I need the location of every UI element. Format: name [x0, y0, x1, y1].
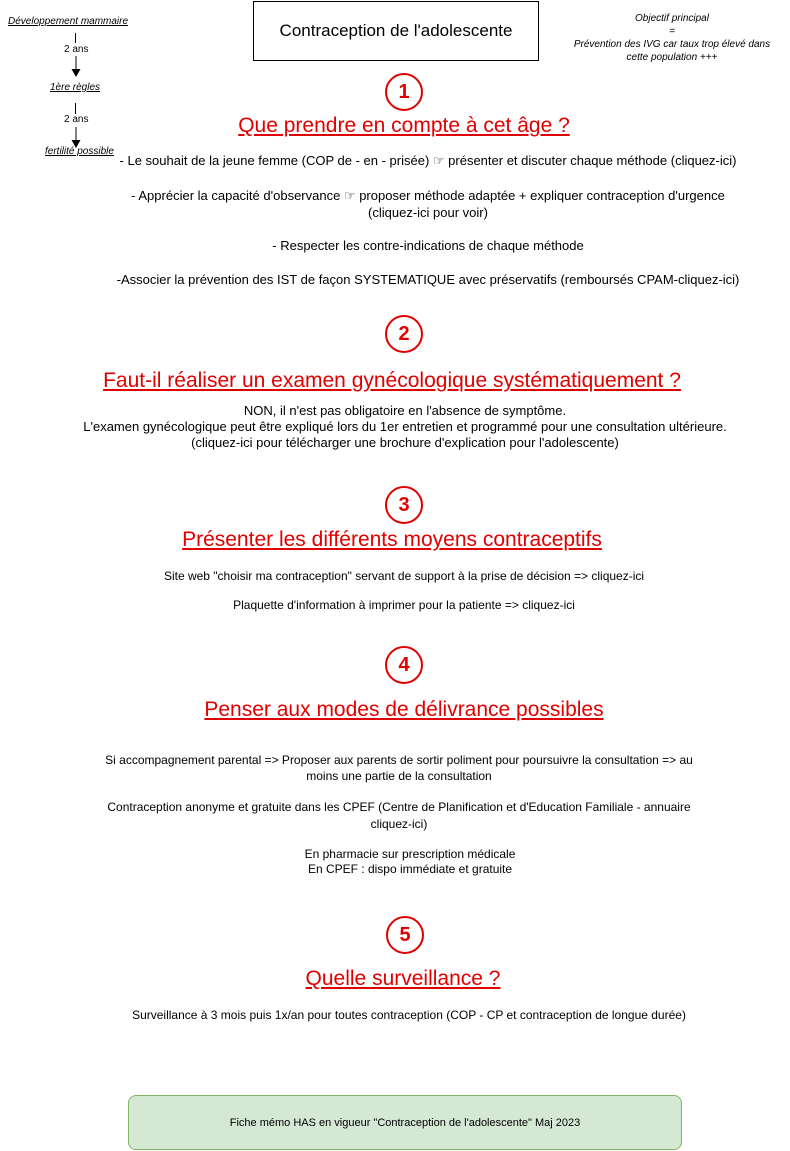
- section-4-line: Si accompagnement parental => Proposer aux parents de sortir poliment pour poursuivre la consultation => au: [105, 753, 693, 767]
- objective-note: [552, 12, 790, 64]
- timeline-gap-label: 2 ans: [64, 114, 89, 125]
- objective-line: cette population +++: [626, 52, 718, 63]
- section-heading-1: Que prendre en compte à cet âge ?: [238, 114, 570, 137]
- section-4-line: moins une partie de la consultation: [306, 769, 492, 783]
- section-1-line: - Respecter les contre-indications de chaque méthode: [272, 238, 584, 253]
- section-4-line[interactable]: cliquez-ici): [370, 817, 428, 831]
- page-title-box: [253, 1, 539, 61]
- step-number-4: 4: [385, 646, 423, 684]
- section-4-line: En CPEF : dispo immédiate et gratuite: [307, 862, 513, 876]
- section-1-line[interactable]: -Associer la prévention des IST de façon SYSTEMATIQUE avec préservatifs (remboursés CPAM-cliquez-ici): [116, 272, 740, 287]
- step-number-2: 2: [385, 315, 423, 353]
- section-heading-4: Penser aux modes de délivrance possibles: [204, 698, 604, 721]
- timeline-step-first-period: 1ère règles: [50, 82, 101, 93]
- timeline-line: [75, 103, 76, 114]
- section-heading-5: Quelle surveillance ?: [305, 967, 501, 990]
- step-number-1: 1: [385, 73, 423, 111]
- page-title: Contraception de l'adolescente: [279, 21, 513, 40]
- section-2-line[interactable]: (cliquez-ici pour télécharger une brochure d'explication pour l'adolescente): [191, 435, 619, 450]
- section-4-line[interactable]: Contraception anonyme et gratuite dans les CPEF (Centre de Planification et d'Education Familiale - annuaire: [107, 800, 691, 814]
- step-number-3: 3: [385, 486, 423, 524]
- section-5-line: Surveillance à 3 mois puis 1x/an pour toutes contraception (COP - CP et contraception de longue durée): [132, 1008, 686, 1022]
- footer-reference-box[interactable]: [128, 1095, 682, 1150]
- objective-line: Objectif principal: [635, 13, 709, 24]
- timeline-step-breast-development: Développement mammaire: [8, 16, 129, 27]
- section-1-line[interactable]: (cliquez-ici pour voir): [368, 205, 488, 220]
- timeline-gap-label: 2 ans: [64, 44, 89, 55]
- section-heading-2: Faut-il réaliser un examen gynécologique systématiquement ?: [103, 369, 681, 392]
- objective-line: =: [669, 26, 675, 37]
- section-1-line[interactable]: - Apprécier la capacité d'observance ☞ proposer méthode adaptée + expliquer contraception d'urgence: [131, 188, 725, 203]
- footer-reference-text: Fiche mémo HAS en vigueur "Contraception de l'adolescente" Maj 2023: [229, 1116, 581, 1129]
- section-heading-3: Présenter les différents moyens contraceptifs: [182, 528, 602, 551]
- section-2-line: L'examen gynécologique peut être expliqué lors du 1er entretien et programmé pour une consultation ultérieure.: [83, 419, 727, 434]
- section-4-line: En pharmacie sur prescription médicale: [304, 847, 516, 861]
- timeline-step-fertility: fertilité possible: [45, 146, 114, 157]
- step-number-5: 5: [386, 916, 424, 954]
- section-2-line: NON, il n'est pas obligatoire en l'absence de symptôme.: [243, 403, 567, 418]
- section-3-line[interactable]: Site web "choisir ma contraception" servant de support à la prise de décision => cliquez-ici: [163, 569, 645, 583]
- section-1-line[interactable]: - Le souhait de la jeune femme (COP de - en - prisée) ☞ présenter et discuter chaque méthode (cliquez-ici): [119, 153, 737, 168]
- objective-line: Prévention des IVG car taux trop élevé dans: [573, 39, 771, 50]
- section-3-line[interactable]: Plaquette d'information à imprimer pour la patiente => cliquez-ici: [233, 598, 575, 612]
- timeline-line: [75, 33, 76, 43]
- timeline-arrow-down-icon: [70, 56, 82, 78]
